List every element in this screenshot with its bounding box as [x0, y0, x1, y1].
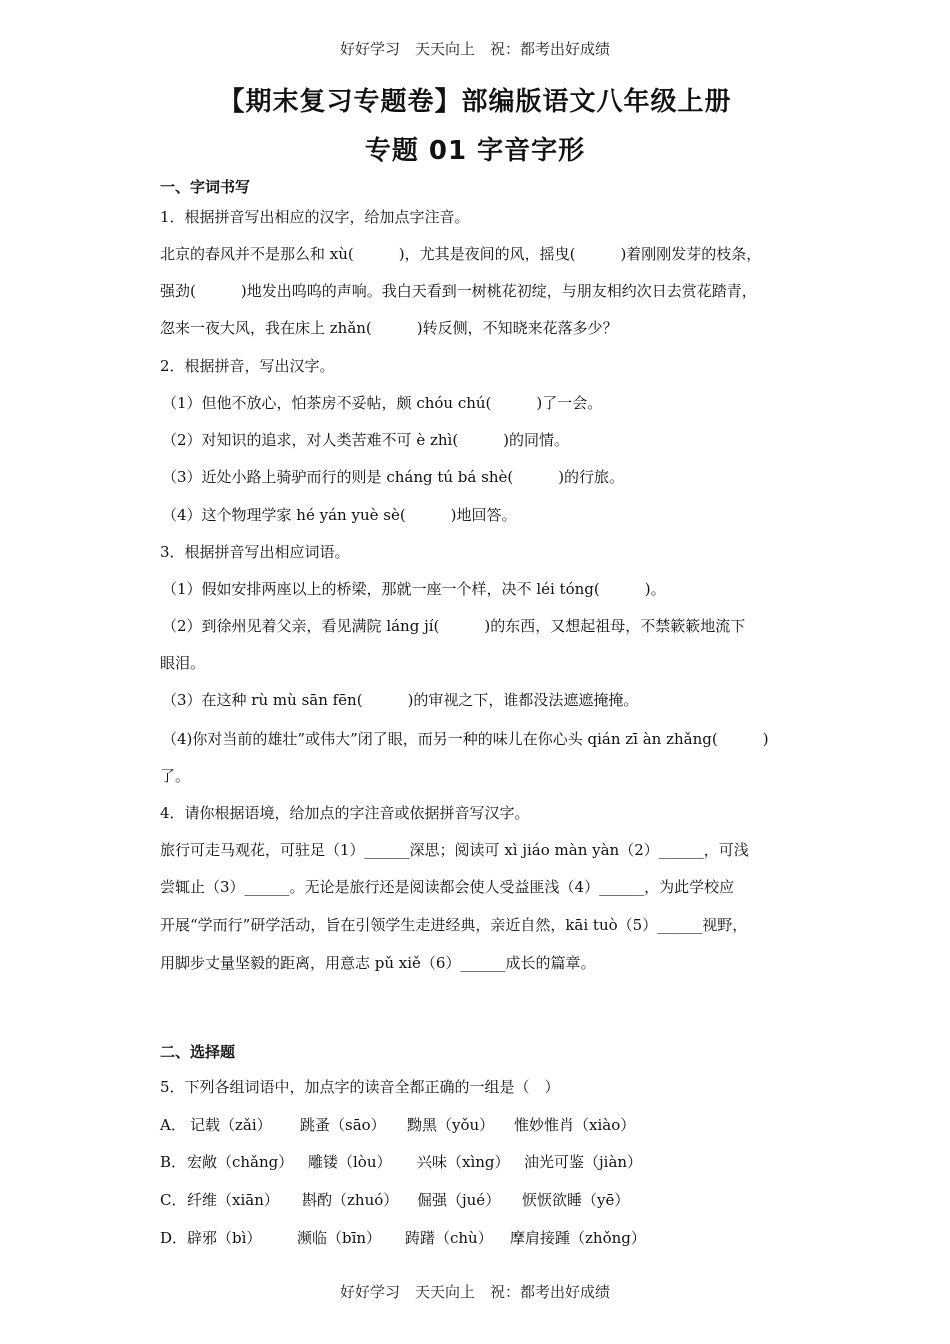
question-4-line-2: 尝辄止（3）______。无论是旅行还是阅读都会使人受益匪浅（4）______，为此学校应: [160, 878, 735, 896]
question-3-item-3: （3）在这种 rù mù sān fēn( )的审视之下，谁都没法遮遮掩掩。: [162, 691, 639, 709]
option-letter: B．: [160, 1153, 187, 1171]
option-item: 黝黑（yǒu）: [407, 1116, 495, 1134]
option-c[interactable]: [160, 1189, 629, 1210]
option-a[interactable]: [160, 1114, 635, 1135]
question-1-line-3: 忽来一夜大风，我在床上 zhǎn( )转反侧，不知晓来花落多少？: [160, 319, 618, 337]
question-2-item-3: （3）近处小路上骑驴而行的则是 cháng tú bá shè( )的行旅。: [162, 468, 625, 486]
page-title: 【期末复习专题卷】部编版语文八年级上册: [218, 87, 732, 117]
question-5-title: 5．下列各组词语中，加点字的读音全都正确的一组是（ ）: [160, 1078, 560, 1096]
option-item: 惟妙惟肖（xiào）: [514, 1116, 636, 1134]
question-1-line-1: 北京的春风并不是那么和 xù( )，尤其是夜间的风，摇曳( )着刚刚发芽的枝条，: [160, 245, 762, 263]
option-letter: D．: [160, 1229, 188, 1247]
option-item: 油光可鉴（jiàn）: [524, 1153, 643, 1171]
question-3-item-2-cont: 眼泪。: [160, 654, 206, 672]
question-3-item-1: （1）假如安排两座以上的桥梁，那就一座一个样，决不 léi tóng( )。: [162, 580, 666, 598]
question-2-item-2: （2）对知识的追求，对人类苦难不可 è zhì( )的同情。: [162, 431, 570, 449]
option-item: 宏敞（chǎng）: [187, 1153, 294, 1171]
question-2-item-4: （4）这个物理学家 hé yán yuè sè( )地回答。: [162, 506, 517, 524]
option-item: 辟邪（bì）: [187, 1229, 262, 1247]
option-item: 跳蚤（sāo）: [300, 1116, 386, 1134]
page-footer: 好好学习 天天向上 祝：都考出好成绩: [339, 1283, 610, 1301]
option-item: 濒临（bīn）: [297, 1229, 382, 1247]
option-letter: C．: [160, 1191, 187, 1209]
option-item: 兴味（xìng）: [417, 1153, 510, 1171]
section-heading-1: 一、字词书写: [160, 178, 251, 196]
question-1-line-2: 强劲( )地发出呜呜的声响。我白天看到一树桃花初绽，与朋友相约次日去赏花踏青，: [160, 282, 757, 300]
question-3-item-4: （4)你对当前的雄壮”或伟大”闭了眼，而另一种的味儿在你心头 qián zī àn zhǎng( ): [162, 730, 769, 748]
question-3-item-2: （2）到徐州见着父亲，看见满院 láng jí( )的东西，又想起祖母，不禁簌簌地流下: [162, 617, 746, 635]
question-3-title: 3．根据拼音写出相应词语。: [160, 543, 350, 561]
option-item: 记载（zǎi）: [190, 1116, 272, 1134]
question-4-line-4: 用脚步丈量坚毅的距离，用意志 pǔ xiě（6）______成长的篇章。: [160, 954, 596, 972]
option-d[interactable]: [160, 1227, 646, 1248]
question-4-line-3: 开展“学而行”研学活动，旨在引领学生走进经典，亲近自然，kāi tuò（5）______视野，: [160, 916, 748, 934]
option-item: 恹恹欲睡（yē）: [522, 1191, 630, 1209]
question-1-title: 1．根据拼音写出相应的汉字，给加点字注音。: [160, 208, 470, 226]
option-item: 摩肩接踵（zhǒng）: [510, 1229, 646, 1247]
question-4-title: 4．请你根据语境，给加点的字注音或依据拼音写汉字。: [160, 804, 530, 822]
option-item: 斟酌（zhuó）: [302, 1191, 399, 1209]
option-item: 纤维（xiān）: [187, 1191, 279, 1209]
question-4-line-1: 旅行可走马观花，可驻足（1）______深思；阅读可 xì jiáo màn yàn（2）______，可浅: [160, 841, 749, 859]
option-item: 踌躇（chù）: [405, 1229, 493, 1247]
page-subtitle: 专题 01 字音字形: [364, 136, 586, 166]
option-letter: A．: [160, 1116, 186, 1134]
question-2-title: 2．根据拼音，写出汉字。: [160, 357, 335, 375]
question-2-item-1: （1）但他不放心，怕茶房不妥帖，颇 chóu chú( )了一会。: [162, 394, 603, 412]
question-3-item-4-cont: 了。: [160, 767, 191, 785]
page-header: 好好学习 天天向上 祝：都考出好成绩: [339, 40, 610, 58]
section-heading-2: 二、选择题: [160, 1043, 236, 1061]
option-item: 倔强（jué）: [417, 1191, 501, 1209]
option-b[interactable]: [160, 1151, 642, 1172]
option-item: 雕镂（lòu）: [308, 1153, 392, 1171]
